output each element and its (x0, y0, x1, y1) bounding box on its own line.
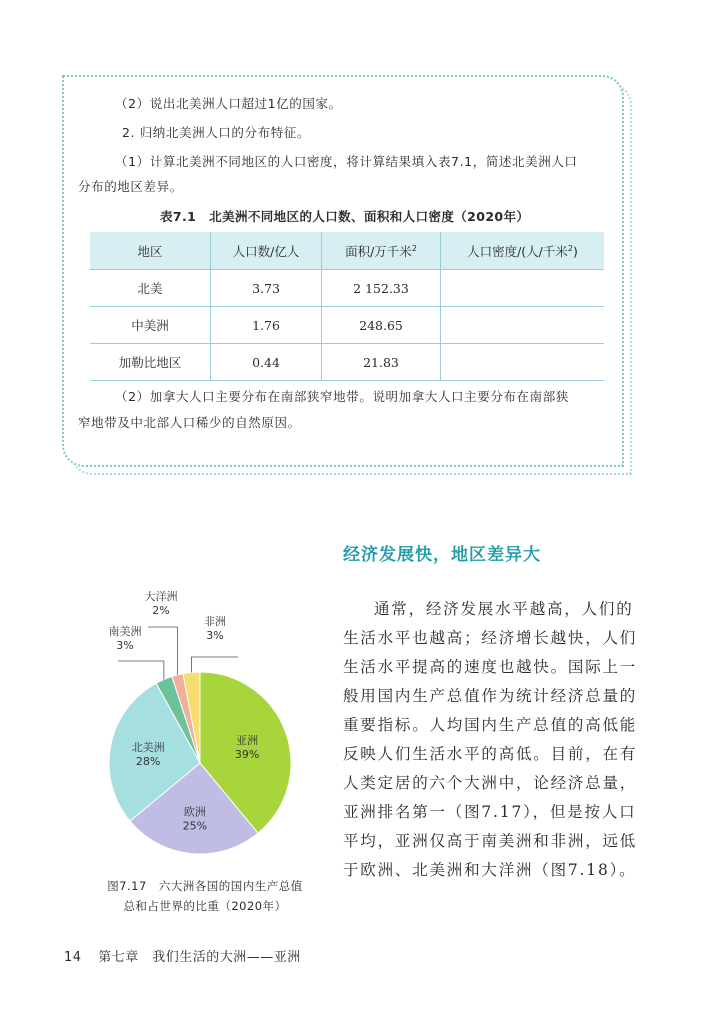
pie-leader-line-5 (191, 657, 238, 672)
pie-label-name-0: 亚洲 (236, 734, 259, 748)
pie-label-name-1: 欧洲 (183, 805, 206, 819)
page-footer (64, 946, 301, 965)
activity-after-line-2: 窄地带及中北部人口稀少的自然原因。 (78, 415, 301, 430)
pie-label-value-4: 2% (152, 604, 170, 617)
pie-label-name-5: 非洲 (204, 615, 226, 628)
table-cell-region: 加勒比地区 (90, 344, 211, 381)
table-row (90, 270, 604, 307)
table-cell-region: 北美 (90, 270, 211, 307)
table-cell-region: 中美洲 (90, 307, 211, 344)
figure-caption-line-1: 图7.17 六大洲各国的国内生产总值 (107, 879, 303, 893)
table-cell-density[interactable] (441, 270, 605, 307)
section-body-paragraph: 通常，经济发展水平越高，人们的生活水平也越高；经济增长越快，人们生活水平提高的速度也越快。国际上一般用国内生产总值作为统计经济总量的重要指标。人均国内生产总值的高低能反映人们生活水平的高低。目前，在有人类定居的六个大洲中，论经济总量，亚洲排名第一（图7.17），但是按人口平均，亚洲仅高于南美洲和非洲，远低于欧洲、北美洲和大洋洲（图7.18）。 (343, 600, 638, 879)
activity-line-2: 2. 归纳北美洲人口的分布特征。 (122, 125, 311, 140)
pie-leader-line-4 (148, 627, 177, 675)
table-header-density: 人口密度/(人/千米$^2$) (441, 232, 605, 270)
table-cell-population: 1.76 (211, 307, 322, 344)
figure-caption (100, 876, 310, 916)
activity-line-4: 分布的地区差异。 (78, 179, 183, 194)
pie-label-name-3: 南美洲 (108, 625, 142, 638)
pie-label-value-3: 3% (116, 639, 134, 652)
pie-label-name-2: 北美洲 (131, 741, 165, 755)
pie-label-value-2: 28% (135, 755, 161, 769)
page-number: 14 (64, 950, 82, 965)
table-header-area: 面积/万千米$^2$ (322, 232, 441, 270)
pie-label-name-4: 大洋洲 (144, 590, 178, 603)
table-row (90, 307, 604, 344)
chapter-title: 第七章 我们生活的大洲——亚洲 (98, 950, 301, 965)
table-header-population: 人口数/亿人 (211, 232, 322, 270)
pie-chart (100, 585, 320, 870)
table-cell-population: 3.73 (211, 270, 322, 307)
table-row (90, 344, 604, 381)
table-header-region: 地区 (90, 232, 211, 270)
activity-line-1: （2）说出北美洲人口超过1亿的国家。 (115, 96, 342, 111)
pie-label-value-5: 3% (206, 629, 224, 642)
table-cell-population: 0.44 (211, 344, 322, 381)
figure-caption-line-2: 总和占世界的比重（2020年） (123, 899, 287, 913)
pie-leader-line-3 (118, 661, 164, 679)
section-body (343, 595, 643, 885)
section-title: 经济发展快，地区差异大 (343, 545, 541, 565)
pie-label-value-1: 25% (182, 819, 208, 833)
data-table (90, 232, 604, 381)
table-caption: 表7.1 北美洲不同地区的人口数、面积和人口密度（2020年） (160, 209, 530, 224)
pie-label-value-0: 39% (234, 748, 260, 762)
table-cell-area: 2 152.33 (322, 270, 441, 307)
table-cell-density[interactable] (441, 307, 605, 344)
activity-after-line-1: （2）加拿大人口主要分布在南部狭窄地带。说明加拿大人口主要分布在南部狭 (115, 389, 569, 404)
table-header-row (90, 232, 604, 270)
activity-line-3: （1）计算北美洲不同地区的人口密度，将计算结果填入表7.1，简述北美洲人口 (115, 154, 578, 169)
table-cell-area: 248.65 (322, 307, 441, 344)
table-cell-density[interactable] (441, 344, 605, 381)
table-cell-area: 21.83 (322, 344, 441, 381)
